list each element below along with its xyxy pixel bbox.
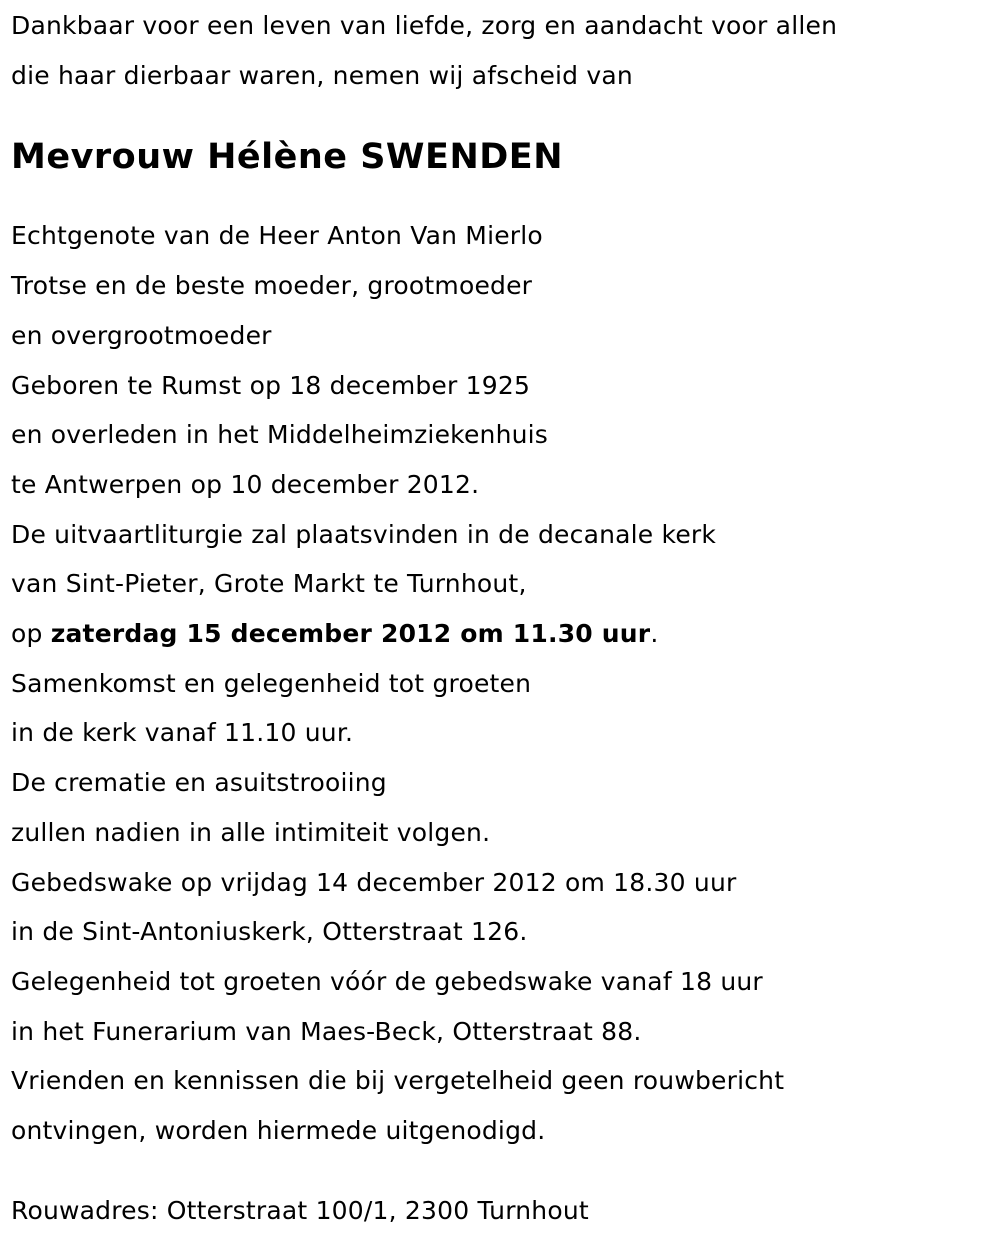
service-date-time: zaterdag 15 december 2012 om 11.30 uur xyxy=(50,619,651,649)
body-line: in het Funerarium van Maes-Beck, Otterstraat 88. xyxy=(11,1016,642,1046)
body-line: in de kerk vanaf 11.10 uur. xyxy=(11,718,354,748)
body-line: in de Sint-Antoniuskerk, Otterstraat 126. xyxy=(11,917,528,947)
intro-line: Dankbaar voor een leven van liefde, zorg en aandacht voor allen xyxy=(11,11,838,40)
body-line: De uitvaartliturgie zal plaatsvinden in de decanale kerk xyxy=(11,519,717,549)
service-date-line xyxy=(11,609,1000,659)
mourning-address: Rouwadres: Otterstraat 100/1, 2300 Turnhout xyxy=(11,1195,589,1225)
obituary-body xyxy=(11,211,1000,1155)
body-line: ontvingen, worden hiermede uitgenodigd. xyxy=(11,1116,546,1146)
body-line: Geboren te Rumst op 18 december 1925 xyxy=(11,370,531,400)
body-line: Trotse en de beste moeder, grootmoeder xyxy=(11,271,533,301)
body-line: Vrienden en kennissen die bij vergetelheid geen rouwbericht xyxy=(11,1066,785,1096)
deceased-name: Mevrouw Hélène SWENDEN xyxy=(11,137,563,178)
body-line: en overleden in het Middelheimziekenhuis xyxy=(11,420,549,450)
body-line: Gebedswake op vrijdag 14 december 2012 om 18.30 uur xyxy=(11,867,737,897)
body-line: De crematie en asuitstrooiing xyxy=(11,768,387,798)
body-line: Samenkomst en gelegenheid tot groeten xyxy=(11,668,532,698)
body-line: van Sint-Pieter, Grote Markt te Turnhout, xyxy=(11,569,527,599)
body-line: Gelegenheid tot groeten vóór de gebedswake vanaf 18 uur xyxy=(11,966,763,996)
body-line: Echtgenote van de Heer Anton Van Mierlo xyxy=(11,221,543,251)
intro-line: die haar dierbaar waren, nemen wij afscheid van xyxy=(11,60,633,90)
intro-paragraph xyxy=(11,0,1000,100)
body-line: zullen nadien in alle intimiteit volgen. xyxy=(11,817,491,847)
body-line: te Antwerpen op 10 december 2012. xyxy=(11,469,480,499)
body-line: en overgrootmoeder xyxy=(11,320,272,350)
service-suffix: . xyxy=(650,619,659,649)
service-prefix: op xyxy=(11,619,51,649)
